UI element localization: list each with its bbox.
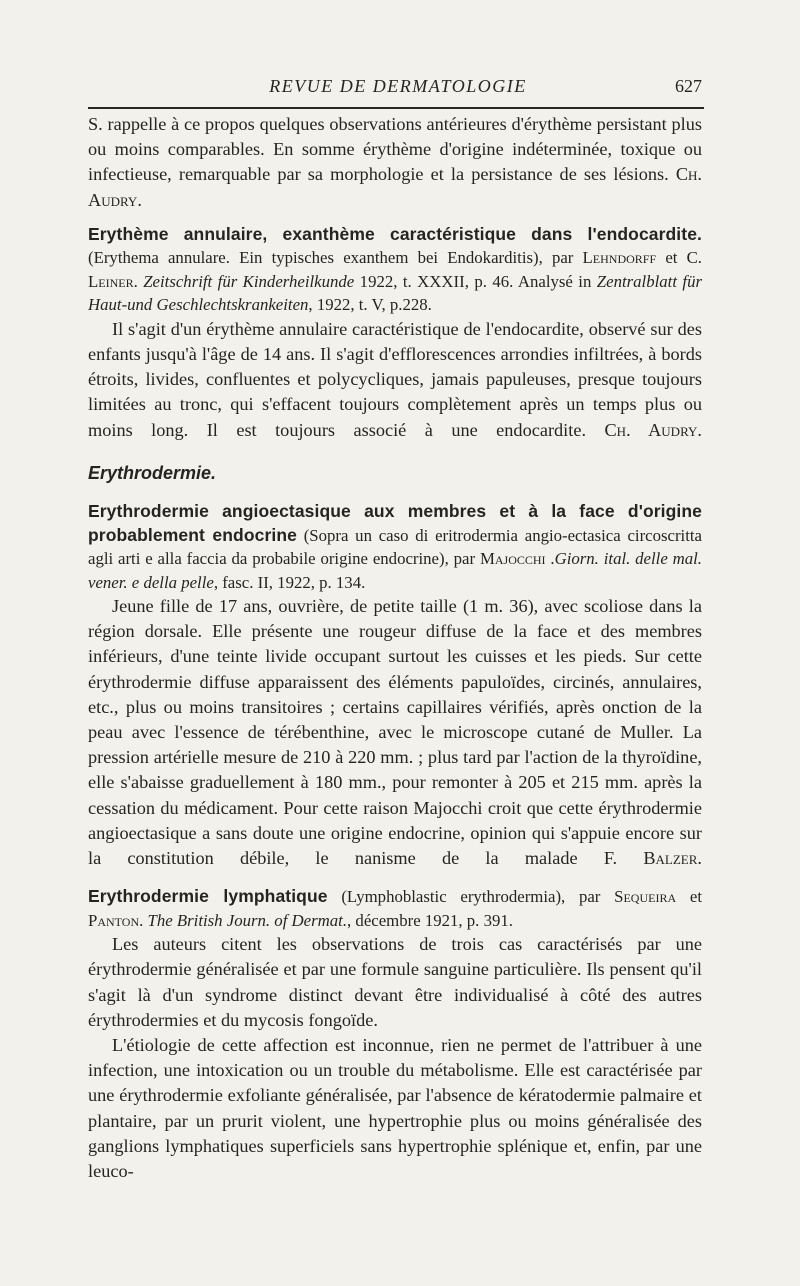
author-name: Lehndorff — [582, 248, 657, 268]
reference-text: , 1922, t. V, p.228. — [308, 295, 432, 315]
signature: Ch. Audry. — [88, 164, 702, 210]
paragraph: Les auteurs citent les observations de trois cas caractérisés par une érythrodermie généralisée et par une formule sanguine particulière. Ils pensent qu'il s'agit là d'un syndrome distinct devant être individualisé à côté des autres érythrodermies et du mycosis fongoïde. — [88, 934, 702, 1030]
article-title: Erythème annulaire, exanthème caractéristique dans l'endocardite. — [88, 223, 702, 244]
paragraph — [88, 317, 702, 443]
article-annular-erythema — [88, 223, 702, 443]
reference-text: (Sopra un caso di eritrodermia angio-ectasica circoscritta agli arti e alla faccia da probabile origine endocrine), par — [88, 525, 702, 569]
paragraph-text: S. rappelle à ce propos quelques observations antérieures d'érythème persistant plus ou moins comparables. En somme érythème d'origine indéterminée, toxique ou infectieuse, remarquable par sa morphologie et la persistance de ses lésions. — [88, 114, 702, 185]
article-heading — [88, 223, 702, 317]
paragraph — [88, 112, 702, 213]
article-heading — [88, 885, 702, 932]
page-number: 627 — [675, 76, 702, 96]
reference-text: (Erythema annulare. Ein typisches exanthem bei Endokarditis), par — [88, 248, 583, 268]
journal-name: Giorn. ital. delle mal. vener. e della pelle — [88, 549, 703, 592]
reference-text: . — [133, 271, 144, 291]
signature: Ch. Audry. — [604, 419, 702, 440]
journal-name: Zeitschrift für Kinderheilkunde — [143, 271, 355, 291]
reference-text: et — [676, 887, 702, 907]
article-title: Erythrodermie lymphatique — [88, 886, 328, 907]
author-name: Sequeira — [614, 887, 677, 907]
paragraph-text: Jeune fille de 17 ans, ouvrière, de petite taille (1 m. 36), avec scoliose dans la région dorsale. Elle présente une rougeur diffuse de la face et des membres inférieurs, d'une teinte livide occupant surtout les cuisses et les pieds. Sur cette érythrodermie diffuse apparaissent des éléments papuloïdes, circinés, annulaires, etc., plus ou moins transitoires ; certains capillaires vérifiés, après onction de la peau avec l'essence de térébenthine, avec le microscope cutané de Muller. La pression artérielle mesure de 210 à 220 mm. ; plus tard par l'action de la thyroïdine, elle s'abaisse graduellement à 180 mm., pour remonter à 205 et 215 mm. après la cessation du médicament. Pour cette raison Majocchi croit que cette érythrodermie angioectasique a sans doute une origine endocrine, opinion qui s'appuie encore sur la constitution débile, le nanisme de la malade — [88, 596, 702, 869]
author-name: Panton — [88, 910, 140, 930]
reference-text: , fasc. II, 1922, p. 134. — [213, 572, 366, 592]
reference-text: , décembre 1921, p. 391. — [347, 910, 513, 930]
article-heading — [88, 500, 702, 594]
section-heading: Erythrodermie. — [88, 462, 217, 483]
reference-text: . — [545, 549, 555, 569]
reference-text: et — [656, 248, 687, 268]
reference-text: . — [139, 910, 148, 930]
header-rule — [88, 107, 704, 109]
signature: F. Balzer. — [603, 848, 702, 869]
running-header — [88, 74, 708, 104]
journal-name: Zentralblatt für Haut-und Geschlechtskrankeiten — [88, 271, 703, 315]
author-name: C. Leiner — [88, 248, 702, 291]
paragraph-text: Il s'agit d'un érythème annulaire caractéristique de l'endocardite, observé sur des enfants jusqu'à l'âge de 14 ans. Il s'agit d'efflorescences arrondies infiltrées, à bords étroits, livides, confluentes et polycycliques, jamais papuleuses, presque toujours limitées au tronc, qui s'effacent toujours complètement après un temps plus ou moins long. Il est toujours associé à une endocardite. — [88, 318, 702, 440]
article-lymphatic-erythroderma — [88, 885, 702, 1184]
reference-text: 1922, t. XXXII, p. 46. Analysé in — [354, 271, 597, 291]
article-title: Erythrodermie angioectasique aux membres et à la face d'origine probablement endocrine — [88, 501, 702, 545]
journal-title: REVUE DE DERMATOLOGIE — [269, 76, 527, 96]
reference-text: (Lymphoblastic erythrodermia), par — [327, 887, 615, 907]
page-body — [88, 112, 702, 1184]
paragraph — [88, 594, 702, 871]
author-name: Majocchi — [479, 549, 546, 569]
journal-name: The British Journ. of Dermat. — [147, 910, 348, 930]
article-angioectasic-erythroderma — [88, 500, 702, 871]
paragraph: L'étiologie de cette affection est inconnue, rien ne permet de l'attribuer à une infection, une intoxication ou un trouble du métabolisme. Elle est caractérisée par une érythrodermie exfoliante généralisée, par l'absence de kératodermie palmaire et plantaire, par un prurit violent, une hypertrophie plus ou moins généralisée des ganglions lymphatiques superficiels sans hypertrophie splénique et, enfin, par une leuco- — [88, 1035, 702, 1182]
